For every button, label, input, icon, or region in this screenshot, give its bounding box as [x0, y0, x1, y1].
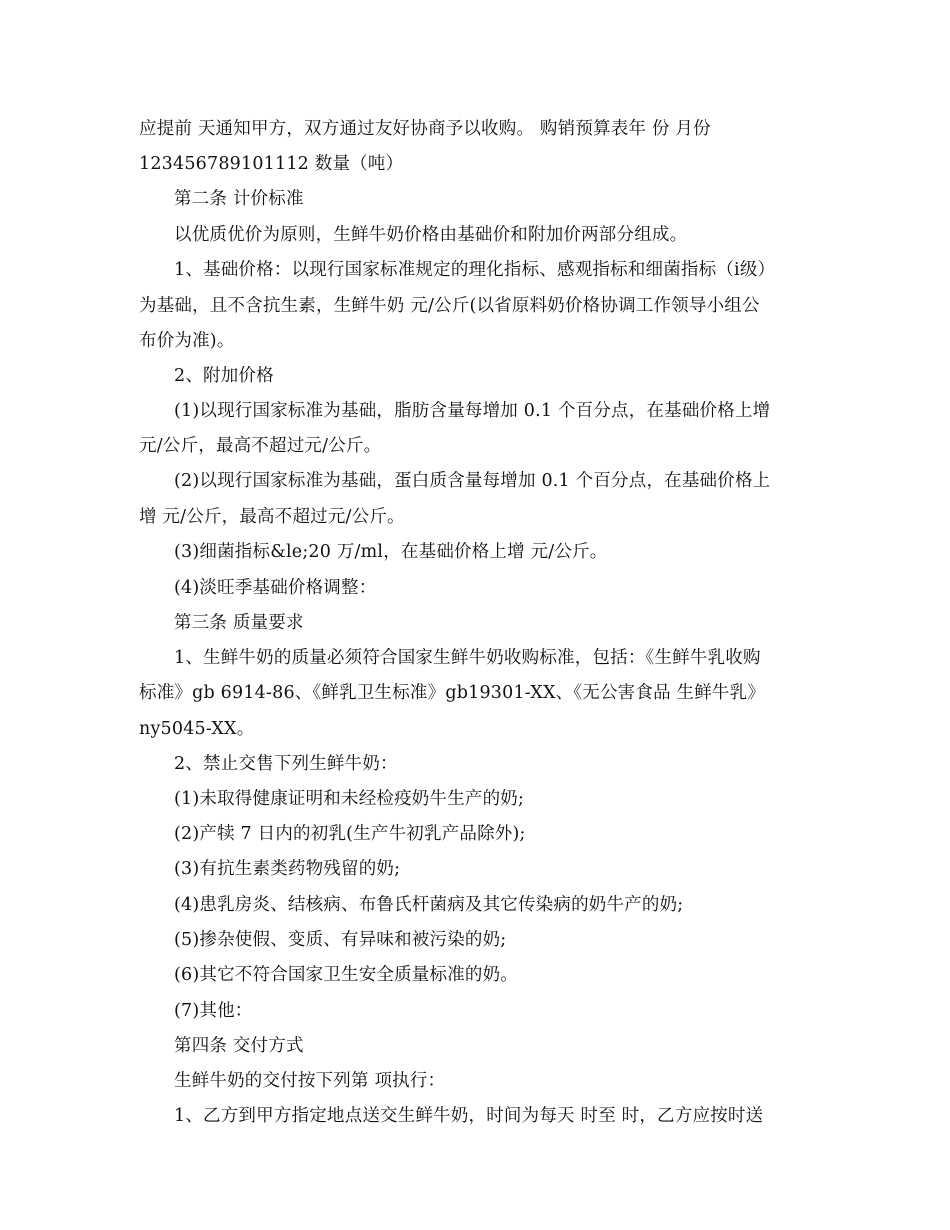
text-line: 为基础，且不含抗生素，生鲜牛奶 元/公斤(以省原料奶价格协调工作领导小组公	[139, 296, 760, 316]
text-line: 2、附加价格	[174, 366, 274, 386]
text-line: (2)以现行国家标准为基础，蛋白质含量每增加 0.1 个百分点，在基础价格上	[174, 471, 771, 491]
text-line: 1、生鲜牛奶的质量必须符合国家生鲜牛奶收购标准，包括：《生鲜牛乳收购	[174, 648, 761, 668]
text-line: 1、基础价格：以现行国家标准规定的理化指标、感观指标和细菌指标（ⅰ级）	[174, 260, 776, 280]
article-heading: 第二条 计价标准	[174, 189, 304, 209]
text-line: 123456789101112 数量（吨）	[139, 154, 404, 174]
text-line: (6)其它不符合国家卫生安全质量标准的奶。	[174, 965, 518, 985]
text-line: 生鲜牛奶的交付按下列第 项执行：	[174, 1071, 446, 1091]
text-line: (3)有抗生素类药物残留的奶;	[174, 859, 401, 879]
text-line: 应提前 天通知甲方，双方通过友好协商予以收购。 购销预算表年 份 月份	[139, 119, 711, 139]
article-heading: 第三条 质量要求	[174, 613, 304, 633]
text-line: 增 元/公斤，最高不超过元/公斤。	[139, 507, 405, 527]
text-line: 1、乙方到甲方指定地点送交生鲜牛奶，时间为每天 时至 时，乙方应按时送	[174, 1106, 764, 1126]
text-line: ny5045-XX。	[139, 719, 255, 739]
text-line: 元/公斤，最高不超过元/公斤。	[139, 436, 382, 456]
text-line: (5)掺杂使假、变质、有异味和被污染的奶;	[174, 930, 507, 950]
text-line: (1)未取得健康证明和未经检疫奶牛生产的奶;	[174, 789, 525, 809]
text-line: 标准》gb 6914-86、《鲜乳卫生标准》gb19301-XX、《无公害食品 生鲜牛乳》	[139, 683, 766, 703]
text-line: (1)以现行国家标准为基础，脂肪含量每增加 0.1 个百分点，在基础价格上增	[174, 401, 771, 421]
text-line: (4)淡旺季基础价格调整：	[174, 578, 377, 598]
text-line: (4)患乳房炎、结核病、布鲁氏杆菌病及其它传染病的奶牛产的奶;	[174, 895, 684, 915]
text-line: (7)其他：	[174, 1001, 253, 1021]
text-line: (2)产犊 7 日内的初乳(生产牛初乳产品除外);	[174, 824, 526, 844]
text-line: (3)细菌指标&le;20 万/ml，在基础价格上增 元/公斤。	[174, 542, 608, 562]
text-line: 2、禁止交售下列生鲜牛奶：	[174, 754, 398, 774]
text-line: 布价为准)。	[139, 331, 235, 351]
article-heading: 第四条 交付方式	[174, 1036, 304, 1056]
text-line: 以优质优价为原则，生鲜牛奶价格由基础价和附加价两部分组成。	[174, 225, 688, 245]
